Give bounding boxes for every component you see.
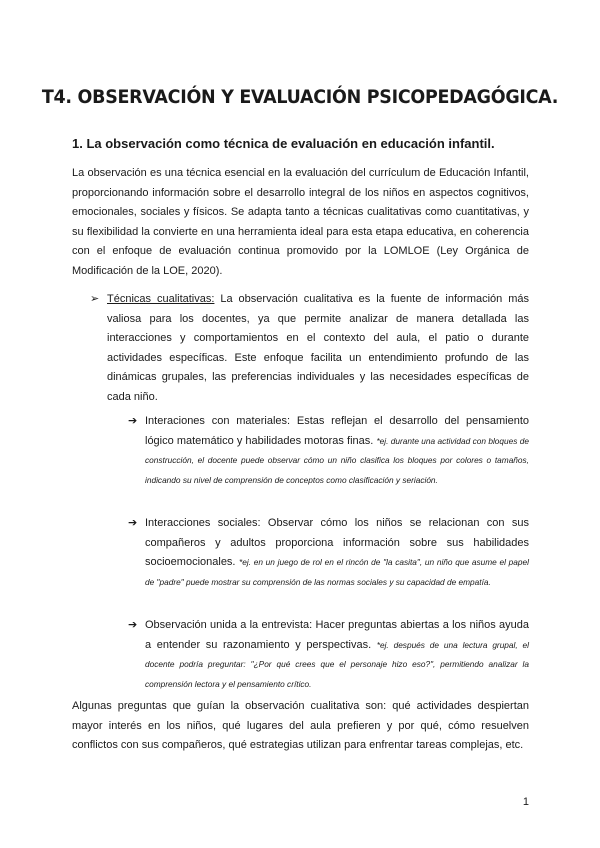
sub-item-text [145, 412, 529, 490]
sub-item-body: Observación unida a la entrevista: Hacer preguntas abiertas a los niños ayuda a entender su razonamiento y perspectivas. [145, 619, 529, 651]
sub-item-body: Interaciones con materiales: Estas reflejan el desarrollo del pensamiento lógico matemático y habilidades motoras finas. [145, 415, 529, 447]
bullet-text [107, 290, 529, 408]
page-title: T4. OBSERVACIÓN Y EVALUACIÓN PSICOPEDAGÓGICA. [41, 86, 559, 108]
intro-paragraph: La observación es una técnica esencial en la evaluación del currículum de Educación Infantil, proporcionando información sobre el desarrollo integral de los niños en aspectos cognitivos, emocionales, sociales y físicos. Se adapta tanto a técnicas cualitativas como cuantitativas, y su flexibilidad la convierte en una herramienta ideal para esta etapa educativa, en coherencia con el enfoque de evaluación continua promovido por la LOMLOE (Ley Orgánica de Modificación de la LOE, 2020). [72, 167, 529, 277]
sub-item-body: Interacciones sociales: Observar cómo los niños se relacionan con sus compañeros y adultos proporciona información sobre sus habilidades socioemocionales. [145, 517, 529, 569]
sub-item-social [128, 514, 529, 592]
arrowhead-bullet-icon: ➢ [90, 293, 100, 305]
arrow-bullet-icon: ➔ [128, 415, 138, 427]
sub-item-example: *ej. durante una actividad con bloques de construcción, el docente puede observar cómo un niño clasifica los bloques por colores o tamaños, indicando su nivel de comprensión de conceptos como clasificación y seriación. [145, 435, 529, 485]
sub-item-text [145, 616, 529, 694]
sub-item-example: *ej. en un juego de rol en el rincón de "la casita", un niño que asume el papel de "padre" puede mostrar su comprensión de las normas sociales y su capacidad de empatía. [145, 557, 529, 587]
bullet-body: La observación cualitativa es la fuente de información más valiosa para los docentes, ya que permite analizar de manera detallada las interacciones y comportamientos en el contexto del aula, el patio o durante actividades específicas. Este enfoque facilita un entendimiento profundo de las dinámicas grupales, las preferencias individuales y las necesidades específicas de cada niño. [107, 293, 530, 403]
section-heading: 1. La observación como técnica de evaluación en educación infantil. [72, 136, 495, 151]
sub-item-text [145, 514, 529, 592]
closing-paragraph: Algunas preguntas que guían la observación cualitativa son: qué actividades despiertan mayor interés en los niños, qué lugares del aula prefieren y por qué, cómo resuelven conflictos con sus compañeros, qué estrategias utilizan para enfrentar tareas complejas, etc. [72, 700, 529, 752]
sub-item-example: *ej. después de una lectura grupal, el docente podría preguntar: "¿Por qué crees que el personaje hizo eso?", permitiendo analizar la comprensión lectora y el pensamiento crítico. [145, 639, 529, 689]
page-number: 1 [522, 796, 529, 808]
arrow-bullet-icon: ➔ [128, 619, 138, 631]
bullet-qualitative-techniques [90, 290, 529, 408]
arrow-bullet-icon: ➔ [128, 517, 138, 529]
bullet-term: Técnicas cualitativas: [107, 293, 215, 305]
sub-item-interview [128, 616, 529, 694]
sub-item-materials [128, 412, 529, 490]
